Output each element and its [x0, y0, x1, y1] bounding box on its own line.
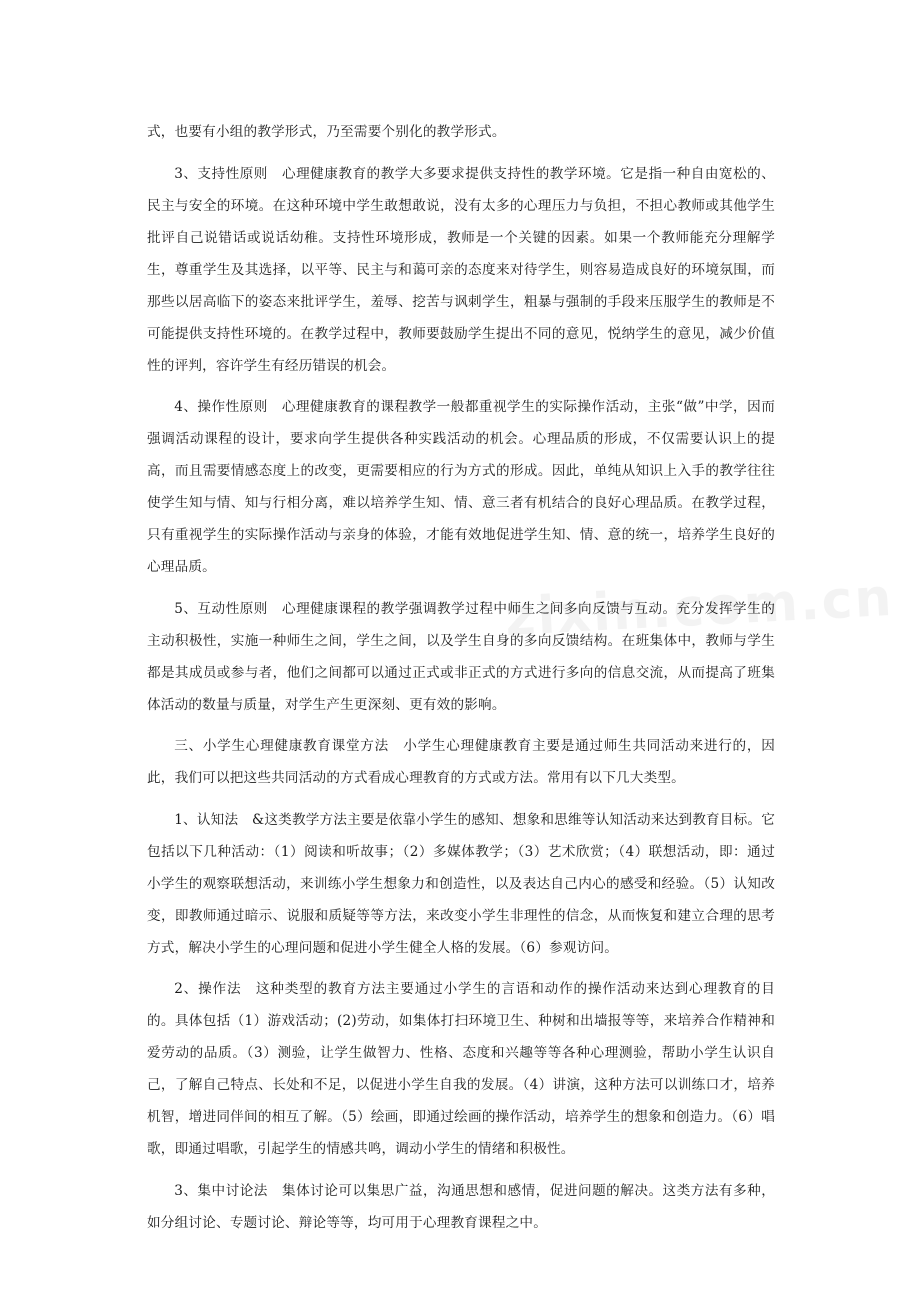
paragraph-continuation: 式，也要有小组的教学形式，乃至需要个别化的教学形式。 — [147, 124, 506, 140]
paragraph-operation-method: 2、操作法 这种类型的教育方法主要通过小学生的言语和动作的操作活动来达到心理教育的目的。具体包括（1）游戏活动；(2)劳动，如集体打扫环境卫生、种树和出墙报等等，来培养合作精神和爱劳动的品质。（3）测验，让学生做智力、性格、态度和兴趣等等各种心理测验，帮助小学生认识自己，了解自己特点、长处和不足，以促进小学生自我的发展。（4）讲演，这种方法可以训练口才，培养机智，增进同伴间的相互了解。（5）绘画，即通过绘画的操作活动，培养学生的想象和创造力。（6）唱歌，即通过唱歌，引起学生的情感共鸣，调动小学生的情绪和积极性。 — [147, 981, 775, 1157]
paragraph-discussion-method: 3、集中讨论法 集体讨论可以集思广益，沟通思想和感情，促进问题的解决。这类方法有多种，如分组讨论、专题讨论、辩论等等，均可用于心理教育课程之中。 — [147, 1182, 775, 1231]
paragraph-section-three-heading: 三、小学生心理健康教育课堂方法 小学生心理健康教育主要是通过师生共同活动来进行的，因此，我们可以把这些共同活动的方式看成心理教育的方式或方法。常用有以下几大类型。 — [147, 738, 775, 786]
paragraph-interactive-principle: 5、互动性原则 心理健康课程的教学强调教学过程中师生之间多向反馈与互动。充分发挥学生的主动积极性，实施一种师生之间，学生之间，以及学生自身的多向反馈结构。在班集体中，教师与学生都是其成员或参与者，他们之间都可以通过正式或非正式的方式进行多向的信息交流，从而提高了班集体活动的数量与质量，对学生产生更深刻、更有效的影响。 — [147, 600, 775, 713]
paragraph-operational-principle: 4、操作性原则 心理健康教育的课程教学一般都重视学生的实际操作活动，主张“做”中学，因而强调活动课程的设计，要求向学生提供各种实践活动的机会。心理品质的形成，不仅需要认识上的提高，而且需要情感态度上的改变，更需要相应的行为方式的形成。因此，单纯从知识上入手的教学往往使学生知与情、知与行相分离，难以培养学生知、情、意三者有机结合的良好心理品质。在教学过程，只有重视学生的实际操作活动与亲身的体验，才能有效地促进学生知、情、意的统一，培养学生良好的心理品质。 — [147, 399, 775, 575]
document-page — [147, 116, 775, 1248]
paragraph-supportive-principle: 3、支持性原则 心理健康教育的教学大多要求提供支持性的教学环境。它是指一种自由宽松的、民主与安全的环境。在这种环境中学生敢想敢说，没有太多的心理压力与负担，不担心教师或其他学生批评自己说错话或说话幼稚。支持性环境形成，教师是一个关键的因素。如果一个教师能充分理解学生，尊重学生及其选择，以平等、民主与和蔼可亲的态度来对待学生，则容易造成良好的环境氛围，而那些以居高临下的姿态来批评学生，羞辱、挖苦与讽刺学生，粗暴与强制的手段来压服学生的教师是不可能提供支持性环境的。在教学过程中，教师要鼓励学生提出不同的意见，悦纳学生的意见，减少价值性的评判，容许学生有经历错误的机会。 — [147, 165, 775, 374]
paragraph-cognitive-method: 1、认知法 &这类教学方法主要是依靠小学生的感知、想象和思维等认知活动来达到教育目标。它包括以下几种活动：（1）阅读和听故事；（2）多媒体教学；（3）艺术欣赏；（4）联想活动，即：通过小学生的观察联想活动，来训练小学生想象力和创造性，以及表达自己内心的感受和经验。（5）认知改变，即教师通过暗示、说服和质疑等等方法，来改变小学生非理性的信念，从而恢复和建立合理的思考方式，解决小学生的心理问题和促进小学生健全人格的发展。（6）参观访问。 — [147, 811, 775, 956]
